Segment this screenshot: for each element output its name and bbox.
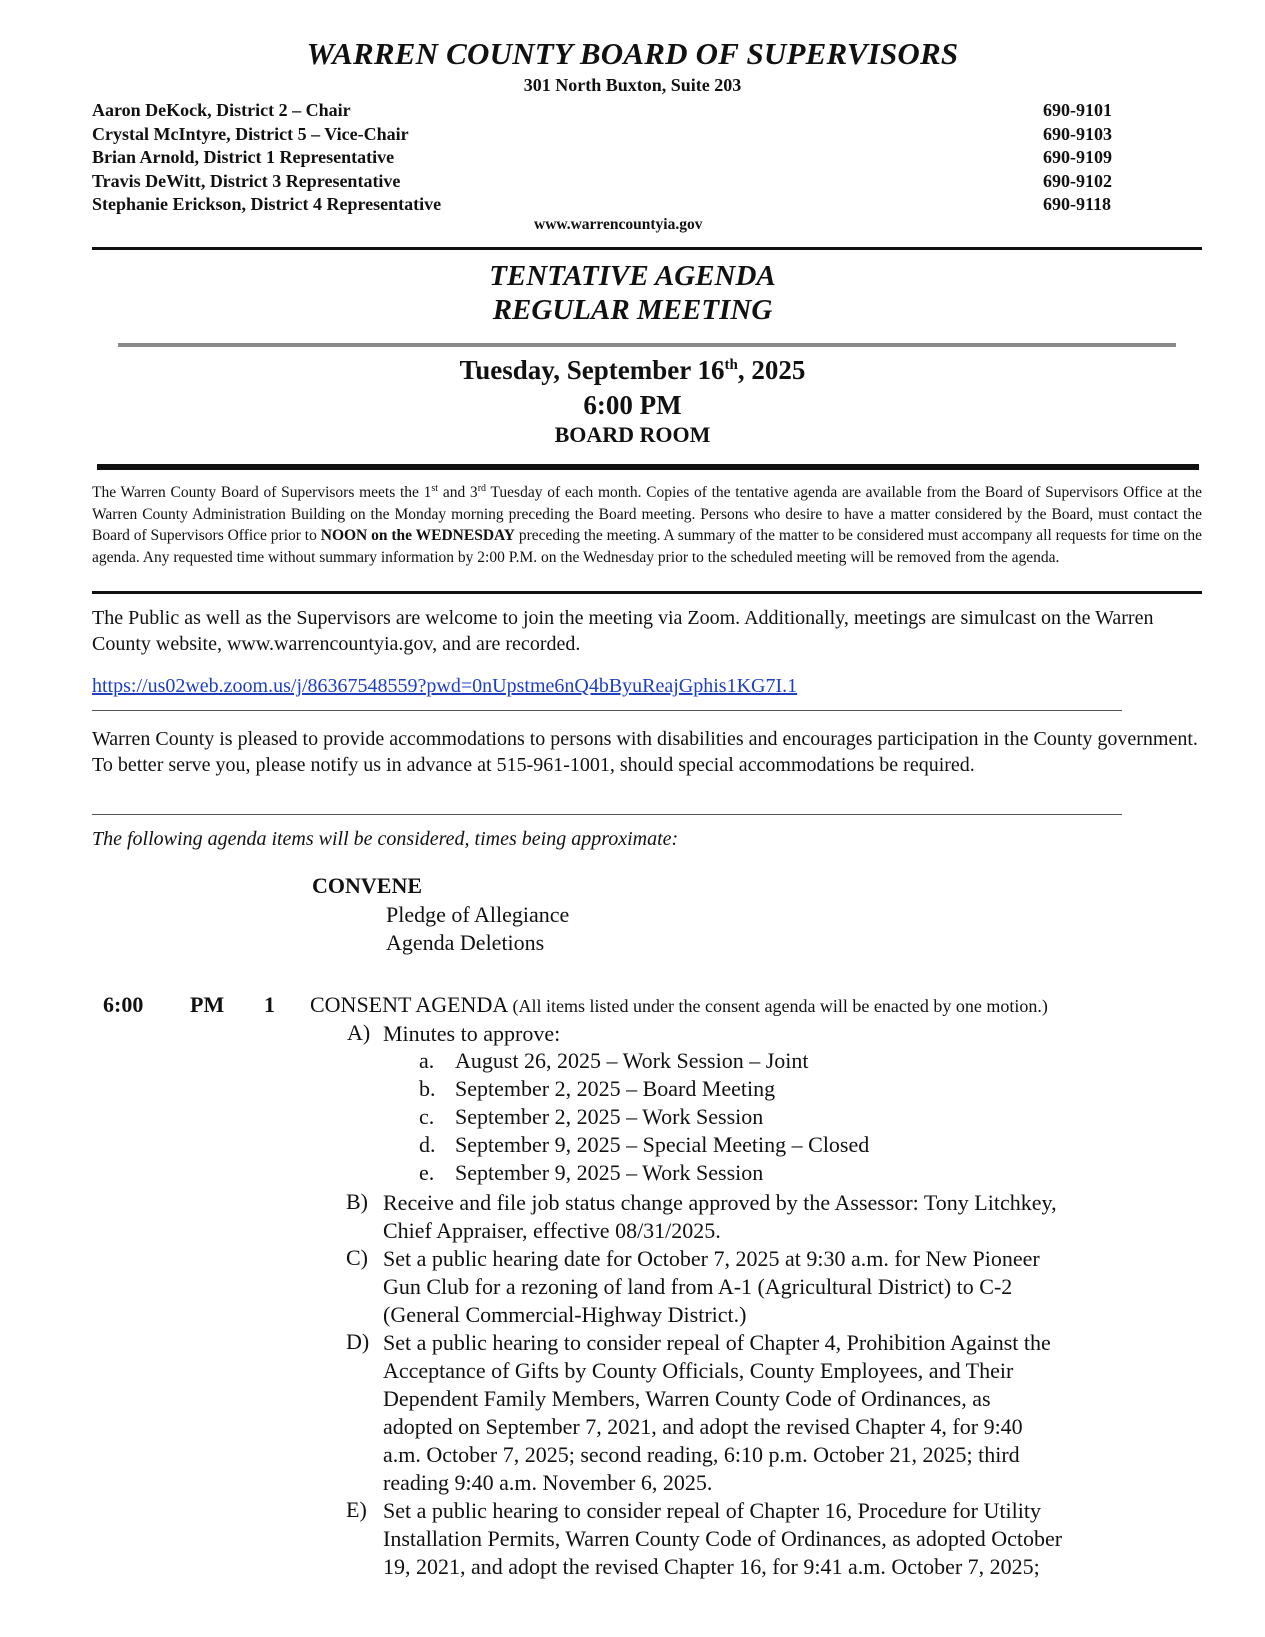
minutes-item: September 2, 2025 – Board Meeting xyxy=(455,1076,776,1101)
sub-item-text: Minutes to approve: xyxy=(383,1021,561,1046)
minutes-item: September 9, 2025 – Special Meeting – Closed xyxy=(455,1132,870,1157)
member-name: Crystal McIntyre, District 5 – Vice-Chair xyxy=(92,123,409,144)
item-time: 6:00 xyxy=(103,992,144,1017)
divider xyxy=(92,247,1202,250)
sub-item-line: a.m. October 7, 2025; second reading, 6:10 p.m. October 21, 2025; third xyxy=(383,1442,1020,1467)
minutes-letter: d. xyxy=(419,1132,436,1157)
phone-list xyxy=(1043,99,1112,217)
sub-item-line: adopted on September 7, 2021, and adopt the revised Chapter 4, for 9:40 xyxy=(383,1414,1023,1439)
minutes-letter: c. xyxy=(419,1104,435,1129)
notice-text: and 3 xyxy=(438,484,478,502)
convene-list xyxy=(386,901,569,957)
sub-item-text xyxy=(383,1245,1040,1329)
minutes-item: September 9, 2025 – Work Session xyxy=(455,1160,764,1185)
divider xyxy=(118,343,1176,347)
member-phone: 690-9118 xyxy=(1043,194,1112,214)
zoom-link[interactable]: https://us02web.zoom.us/j/86367548559?pwd=0nUpstme6nQ4bByuReajGphis1KG7I.1 xyxy=(92,675,798,697)
website: www.warrencountyia.gov xyxy=(534,216,703,233)
board-title: WARREN COUNTY BOARD OF SUPERVISORS xyxy=(306,36,959,71)
agenda-intro: The following agenda items will be considered, times being approximate: xyxy=(92,828,679,850)
notice-deadline: NOON on the WEDNESDAY xyxy=(320,527,515,545)
divider xyxy=(97,464,1199,470)
member-phone: 690-9101 xyxy=(1043,100,1112,120)
member-name: Aaron DeKock, District 2 – Chair xyxy=(92,100,351,120)
office-address: 301 North Buxton, Suite 203 xyxy=(523,75,742,95)
sub-item-line: (General Commercial-Highway District.) xyxy=(383,1302,747,1327)
meeting-date xyxy=(0,355,1265,386)
minutes-letter: a. xyxy=(419,1048,435,1073)
minutes-item: August 26, 2025 – Work Session – Joint xyxy=(455,1048,809,1073)
member-phone: 690-9109 xyxy=(1043,147,1112,167)
agenda-title-line: REGULAR MEETING xyxy=(492,294,773,326)
divider xyxy=(92,814,1122,815)
consent-note: (All items listed under the consent agenda will be enacted by one motion.) xyxy=(512,996,1048,1016)
member-phone: 690-9103 xyxy=(1043,123,1112,144)
sub-item-letter: B) xyxy=(346,1189,368,1214)
notice-sup: st xyxy=(431,483,439,494)
convene-item: Agenda Deletions xyxy=(386,930,545,955)
consent-title: CONSENT AGENDA xyxy=(310,992,508,1017)
notice-sup: rd xyxy=(477,483,487,494)
date-suffix-sup: th xyxy=(724,357,738,373)
minutes-letter: b. xyxy=(419,1076,436,1101)
notice-text: The Warren County Board of Supervisors meets the 1 xyxy=(92,484,432,502)
sub-item-line: 19, 2021, and adopt the revised Chapter 16, for 9:41 a.m. October 7, 2025; xyxy=(383,1554,1040,1579)
member-list xyxy=(92,99,441,217)
agenda-title xyxy=(0,259,1265,327)
divider xyxy=(92,710,1122,711)
date-year: , 2025 xyxy=(737,355,806,385)
sub-item-text xyxy=(383,1329,1051,1497)
minutes-item: September 2, 2025 – Work Session xyxy=(455,1104,764,1129)
sub-item-letter: C) xyxy=(346,1245,368,1270)
zoom-info: The Public as well as the Supervisors are welcome to join the meeting via Zoom. Additionally, meetings are simulcast on the Warren County website, www.warrencountyia.gov, and are recorded. xyxy=(92,607,1154,655)
sub-item-line: Installation Permits, Warren County Code of Ordinances, as adopted October xyxy=(383,1526,1063,1551)
sub-item-line: Acceptance of Gifts by County Officials, County Employees, and Their xyxy=(383,1358,1014,1383)
sub-item-line: Gun Club for a rezoning of land from A-1 (Agricultural District) to C-2 xyxy=(383,1274,1013,1299)
agenda-title-line: TENTATIVE AGENDA xyxy=(489,260,776,292)
sub-item-letter: A) xyxy=(347,1020,371,1045)
sub-item-line: Set a public hearing date for October 7, 2025 at 9:30 a.m. for New Pioneer xyxy=(383,1246,1040,1271)
date-text: Tuesday, September 16 xyxy=(459,355,725,385)
sub-item-text xyxy=(383,1189,1057,1245)
item-ampm: PM xyxy=(190,992,225,1017)
notice-text: preceding the meeting. A summary of the matter to be considered must accompany all requests for time on the agenda. Any requested time without summary information by 2:00 P.M. on the Wednesday prior to the scheduled meeting will be removed from the agenda. xyxy=(92,527,1202,566)
minutes-letter: e. xyxy=(419,1160,435,1185)
meeting-room: BOARD ROOM xyxy=(554,422,711,447)
member-phone: 690-9102 xyxy=(1043,170,1112,191)
member-name: Brian Arnold, District 1 Representative xyxy=(92,147,395,167)
sub-item-letter: E) xyxy=(346,1497,367,1522)
sub-item-line: Set a public hearing to consider repeal of Chapter 16, Procedure for Utility xyxy=(383,1498,1041,1523)
convene-heading: CONVENE xyxy=(312,873,423,898)
meeting-time: 6:00 PM xyxy=(583,390,682,420)
notice-paragraph xyxy=(92,478,1202,568)
accessibility-notice: Warren County is pleased to provide accommodations to persons with disabilities and encourages participation in the County government. To better serve you, please notify us in advance at 515-961-1001, should special accommodations be required. xyxy=(92,728,1198,776)
convene-item: Pledge of Allegiance xyxy=(386,902,570,927)
sub-item-letter: D) xyxy=(346,1329,370,1354)
sub-item-line: Set a public hearing to consider repeal of Chapter 4, Prohibition Against the xyxy=(383,1330,1051,1355)
divider xyxy=(92,591,1202,594)
sub-item-line: reading 9:40 a.m. November 6, 2025. xyxy=(383,1470,713,1495)
item-number: 1 xyxy=(264,992,275,1017)
consent-heading xyxy=(310,992,1048,1018)
sub-item-line: Chief Appraiser, effective 08/31/2025. xyxy=(383,1218,721,1243)
sub-item-line: Dependent Family Members, Warren County Code of Ordinances, as xyxy=(383,1386,991,1411)
notice-text: Tuesday of each month. Copies of the tentative agenda are available from the Board of Supervisors Office at the Warren County Administration Building on the Monday morning preceding the Board meeting. Persons who desire to have a matter considered by the Board, must contact the Board of Supervisors Office prior to xyxy=(92,484,1202,545)
member-name: Stephanie Erickson, District 4 Representative xyxy=(92,194,442,214)
member-name: Travis DeWitt, District 3 Representative xyxy=(92,170,401,191)
sub-item-text xyxy=(383,1497,1062,1581)
sub-item-line: Receive and file job status change approved by the Assessor: Tony Litchkey, xyxy=(383,1190,1057,1215)
